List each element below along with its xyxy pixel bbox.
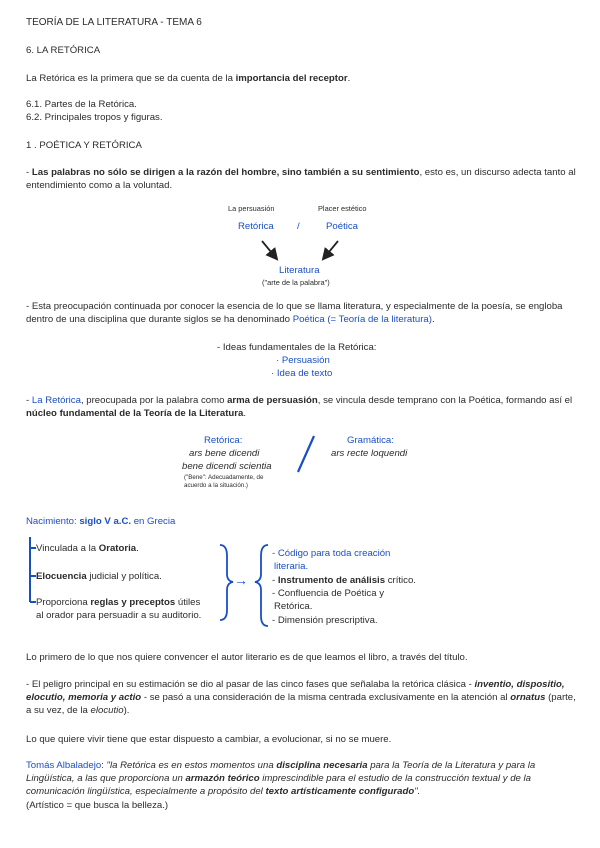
paragraph-4: Lo primero de lo que nos quiere convencer el autor literario es de que leamos el libro, a través del título. bbox=[26, 652, 468, 663]
ideas-heading: - Ideas fundamentales de la Retórica: bbox=[217, 342, 377, 353]
gramatica-definition-title: Gramática: bbox=[347, 435, 394, 446]
right-list-item-dimension: - Dimensión prescriptiva. bbox=[272, 615, 378, 626]
index-item-1: 6.1. Partes de la Retórica. bbox=[26, 99, 137, 110]
separator-slash: / bbox=[297, 221, 300, 232]
literatura-note: ("arte de la palabra") bbox=[262, 278, 330, 287]
ideas-item-persuasion: · Persuasión bbox=[276, 355, 330, 366]
section-title: 6. LA RETÓRICA bbox=[26, 45, 101, 56]
paragraph-6: Lo que quiere vivir tiene que estar dispuesto a cambiar, a evolucionar, si no se muere. bbox=[26, 734, 392, 745]
paragraph-3: - La Retórica, preocupada por la palabra como arma de persuasión, se vincula desde temprano con la Poética, formando así el núcleo fundamental de la Teoría de la Literatura. bbox=[26, 395, 573, 419]
bene-dicendi-scientia: bene dicendi scientia bbox=[182, 461, 272, 472]
retorica-definition-title: Retórica: bbox=[204, 435, 243, 446]
ars-recte-loquendi: ars recte loquendi bbox=[331, 448, 408, 459]
subsection-title: 1 . POÉTICA Y RETÓRICA bbox=[26, 140, 142, 151]
poetica-term: Poética bbox=[326, 221, 358, 232]
persuasion-caption: La persuasión bbox=[228, 204, 275, 213]
left-list-item-reglas: Proporciona reglas y preceptos útiles bbox=[36, 597, 201, 608]
aesthetic-caption: Placer estético bbox=[318, 204, 367, 213]
left-brace-icon bbox=[255, 545, 268, 626]
artistico-note: (Artístico = que busca la belleza.) bbox=[26, 800, 169, 811]
paragraph-2: - Esta preocupación continuada por conocer la esencia de lo que se llama literatura, y especialmente de la poesía, se engloba dentro de una disciplina que durante siglos se ha denominado Poética (= Teoría de la literatura). bbox=[26, 301, 563, 325]
right-brace-icon bbox=[220, 545, 233, 620]
right-list-item-codigo-cont: literaria. bbox=[274, 561, 309, 572]
paragraph-5: - El peligro principal en su estimación se dio al pasar de las cinco fases que señalaba la retórica clásica - inventio, dispositio, elocutio, memoria y actio - se pasó a una consideración de la misma centrada exclusivamente en la atención al ornatus (parte, a su vez, de la elocutio). bbox=[26, 679, 576, 716]
birth-line: Nacimiento: siglo V a.C. en Grecia bbox=[26, 516, 176, 527]
paragraph-1: - Las palabras no sólo se dirigen a la razón del hombre, sino también a su sentimiento, esto es, un discurso adecta tanto al entendimiento como a la voluntad. bbox=[26, 167, 576, 191]
literatura-term: Literatura bbox=[279, 265, 320, 276]
arrow-right-icon: → bbox=[234, 572, 248, 588]
right-list-item-codigo: - Código para toda creación bbox=[272, 548, 391, 559]
ars-bene-dicendi: ars bene dicendi bbox=[189, 448, 260, 459]
right-list-item-instrumento: - Instrumento de análisis crítico. bbox=[272, 575, 416, 586]
left-list-item-reglas-cont: al orador para persuadir a su auditorio. bbox=[36, 610, 202, 621]
document-title: TEORÍA DE LA LITERATURA - TEMA 6 bbox=[26, 17, 202, 28]
right-list-item-confluencia-cont: Retórica. bbox=[274, 601, 313, 612]
left-list-item-oratoria: Vinculada a la Oratoria. bbox=[36, 543, 139, 554]
albaladejo-quote: Tomás Albaladejo: "la Retórica es en estos momentos una disciplina necesaria para la Teoría de la Literatura y para la Lingüística, a las que proporciona un armazón teórico imprescindible para el estudio de la construcción textual y de la comunicación lingüística, especialmente a propósito del texto artísticamente configurado". bbox=[26, 760, 536, 797]
left-list-item-elocuencia: Elocuencia judicial y política. bbox=[36, 571, 162, 582]
ideas-item-texto: · Idea de texto bbox=[271, 368, 333, 379]
intro-paragraph: La Retórica es la primera que se da cuenta de la importancia del receptor. bbox=[26, 73, 351, 84]
index-item-2: 6.2. Principales tropos y figuras. bbox=[26, 112, 163, 123]
retorica-term: Retórica bbox=[238, 221, 274, 232]
bene-note: ("Bene": Adecuadamente, de acuerdo a la situación.) bbox=[184, 474, 264, 489]
right-list-item-confluencia: - Confluencia de Poética y bbox=[272, 588, 384, 599]
